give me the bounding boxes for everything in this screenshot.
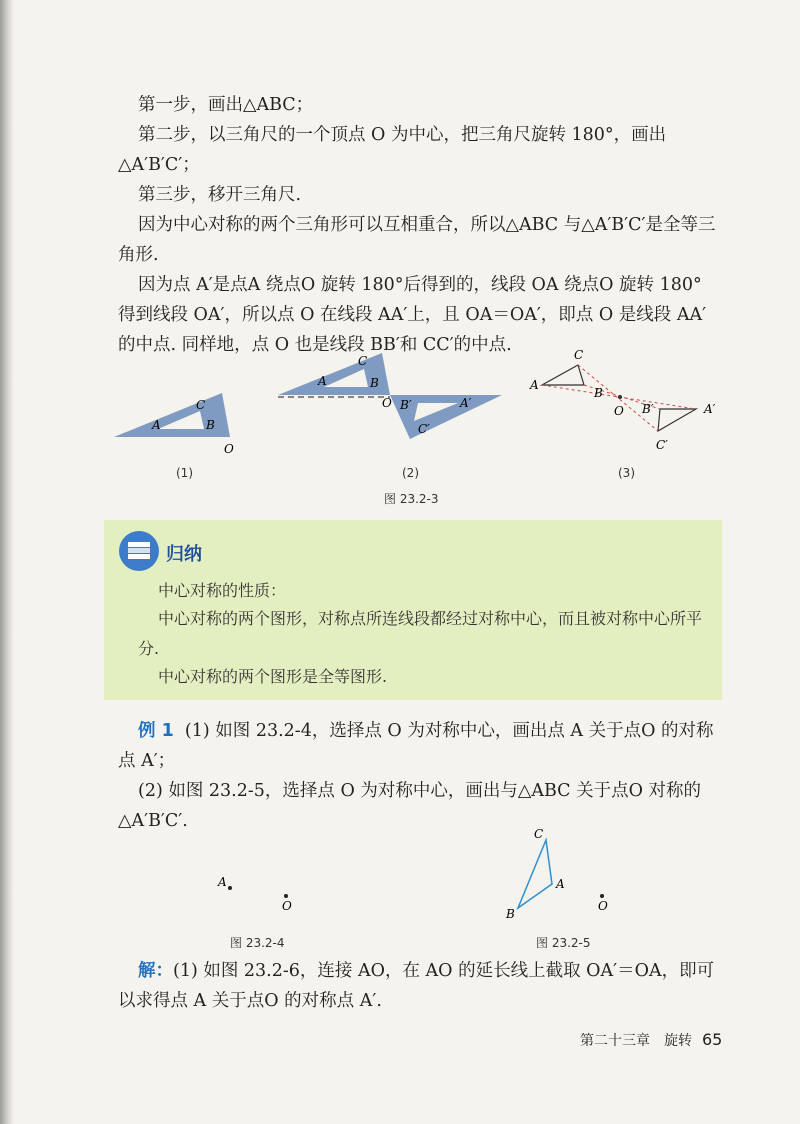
page-binding-shadow [0, 0, 14, 1124]
label-B: B [370, 376, 379, 390]
example-label: 例 1 [138, 721, 174, 741]
label-B: B [506, 907, 515, 921]
summary-title: 归纳 [166, 544, 202, 565]
label-A: A [530, 378, 539, 392]
label-O: O [598, 899, 608, 913]
paragraph-congruent: 因为中心对称的两个三角形可以互相重合，所以△ABC 与△A′B′C′是全等三角形. [118, 215, 716, 265]
label-A: A [152, 418, 161, 432]
label-C: C [358, 354, 368, 368]
label-B: B [594, 386, 603, 400]
sub-caption-2: (2) [402, 466, 419, 480]
figure-caption-23-2-4: 图 23.2-4 [230, 936, 285, 950]
label-A-prime: A′ [704, 402, 716, 416]
label-C: C [534, 827, 544, 841]
label-A: A [556, 877, 565, 891]
label-O: O [614, 404, 624, 418]
chapter-title: 第二十三章 旋转 [580, 1033, 692, 1049]
page-number: 65 [702, 1030, 723, 1049]
figure-23-2-3-panel-3 [529, 348, 716, 452]
figure-23-2-4 [210, 870, 310, 920]
figure-23-2-5 [500, 826, 620, 922]
figure-caption-23-2-5: 图 23.2-5 [536, 936, 591, 950]
label-O: O [224, 442, 234, 456]
solution [118, 956, 718, 1016]
label-C-prime: C′ [656, 438, 668, 452]
label-A: A [318, 374, 327, 388]
label-B-prime: B′ [400, 398, 412, 412]
solution-label: 解： [138, 961, 173, 981]
label-A: A [218, 875, 227, 889]
figure-23-2-3-panel-1 [114, 393, 234, 456]
label-C: C [574, 348, 584, 362]
step-2: 第二步，以三角尺的一个顶点 O 为中心，把三角尺旋转 180°，画出△A′B′C′； [118, 125, 667, 175]
page-footer [580, 1030, 722, 1050]
example-part-1-text: (1) 如图 23.2-4，选择点 O 为对称中心，画出点 A 关于点O 的对称点 A′； [118, 721, 714, 771]
book-icon [118, 530, 160, 572]
step-1: 第一步，画出△ABC； [138, 95, 314, 115]
label-A-prime: A′ [460, 396, 472, 410]
label-B-prime: B′ [642, 402, 654, 416]
label-C-prime: C′ [418, 422, 430, 436]
label-O: O [382, 396, 392, 410]
summary-line-1: 中心对称的性质： [158, 581, 287, 600]
figure-caption-23-2-3: 图 23.2-3 [384, 492, 439, 506]
summary-line-2: 中心对称的两个图形，对称点所连线段都经过对称中心，而且被对称中心所平分. [138, 609, 703, 658]
summary-line-3: 中心对称的两个图形是全等图形. [158, 667, 388, 686]
label-B: B [206, 418, 215, 432]
figure-23-2-3-panel-2 [278, 353, 502, 439]
example-part-1 [118, 716, 718, 776]
step-3: 第三步，移开三角尺. [138, 185, 302, 205]
sub-caption-1: (1) [176, 466, 193, 480]
paragraph-midpoint: 因为点 A′是点A 绕点O 旋转 180°后得到的，线段 OA 绕点O 旋转 180°得到线段 OA′，所以点 O 在线段 AA′上，且 OA＝OA′，即点 O 是线段 AA′的中点. 同样地，点 O 也是线段 BB′和 CC′的中点. [118, 275, 707, 355]
label-C: C [196, 398, 206, 412]
sub-caption-3: (3) [618, 466, 635, 480]
solution-text: (1) 如图 23.2-6，连接 AO，在 AO 的延长线上截取 OA′＝OA，即可以求得点 A 关于点O 的对称点 A′. [118, 961, 715, 1011]
example-part-2: (2) 如图 23.2-5，选择点 O 为对称中心，画出与△ABC 关于点O 对称的△A′B′C′. [118, 781, 702, 831]
figure-23-2-3 [100, 345, 740, 485]
label-O: O [282, 899, 292, 913]
